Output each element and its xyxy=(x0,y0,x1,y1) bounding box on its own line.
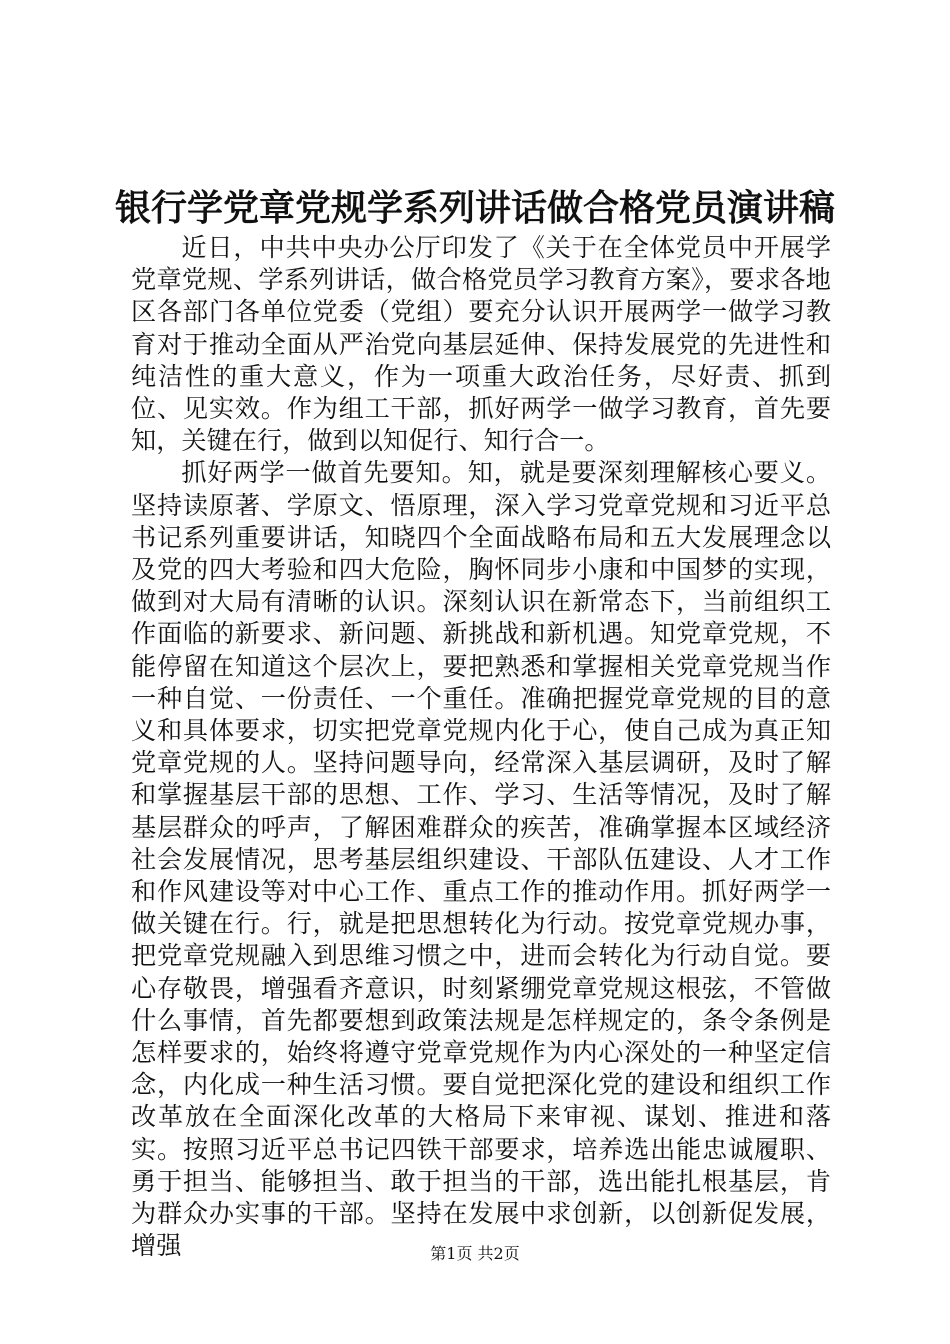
page-total: 共2页 xyxy=(477,1244,520,1263)
document-body xyxy=(131,232,831,1263)
page-footer xyxy=(0,1244,950,1264)
page-number: 第1页 xyxy=(430,1244,473,1263)
document-title: 银行学党章党规学系列讲话做合格党员演讲稿 xyxy=(114,187,835,229)
paragraph-1: 近日，中共中央办公厅印发了《关于在全体党员中开展学党章党规、学系列讲话，做合格党员学习教育方案》，要求各地区各部门各单位党委（党组）要充分认识开展两学一做学习教育对于推动全面从严治党向基层延伸、保持发展党的先进性和纯洁性的重大意义，作为一项重大政治任务，尽好责、抓到位、见实效。作为组工干部，抓好两学一做学习教育，首先要知，关键在行，做到以知促行、知行合一。 xyxy=(131,233,831,456)
paragraph-2: 抓好两学一做首先要知。知，就是要深刻理解核心要义。坚持读原著、学原文、悟原理，深入学习党章党规和习近平总书记系列重要讲话，知晓四个全面战略布局和五大发展理念以及党的四大考验和四大危险，胸怀同步小康和中国梦的实现，做到对大局有清晰的认识。深刻认识在新常态下，当前组织工作面临的新要求、新问题、新挑战和新机遇。知党章党规，不能停留在知道这个层次上，要把熟悉和掌握相关党章党规当作一种自觉、一份责任、一个重任。准确把握党章党规的目的意义和具体要求，切实把党章党规内化于心，使自己成为真正知党章党规的人。坚持问题导向，经常深入基层调研，及时了解和掌握基层干部的思想、工作、学习、生活等情况，及时了解基层群众的呼声，了解困难群众的疾苦，准确掌握本区域经济社会发展情况，思考基层组织建设、干部队伍建设、人才工作和作风建设等对中心工作、重点工作的推动作用。抓好两学一做关键在行。行，就是把思想转化为行动。按党章党规办事，把党章党规融入到思维习惯之中，进而会转化为行动自觉。要心存敬畏，增强看齐意识，时刻紧绷党章党规这根弦，不管做什么事情，首先都要想到政策法规是怎样规定的，条令条例是怎样要求的，始终将遵守党章党规作为内心深处的一种坚定信念，内化成一种生活习惯。要自觉把深化党的建设和组织工作改革放在全面深化改革的大格局下来审视、谋划、推进和落实。按照习近平总书记四铁干部要求，培养选出能忠诚履职、勇于担当、能够担当、敢于担当的干部，选出能扎根基层，肯为群众办实事的干部。坚持在发展中求创新，以创新促发展，增强 xyxy=(131,458,831,1261)
